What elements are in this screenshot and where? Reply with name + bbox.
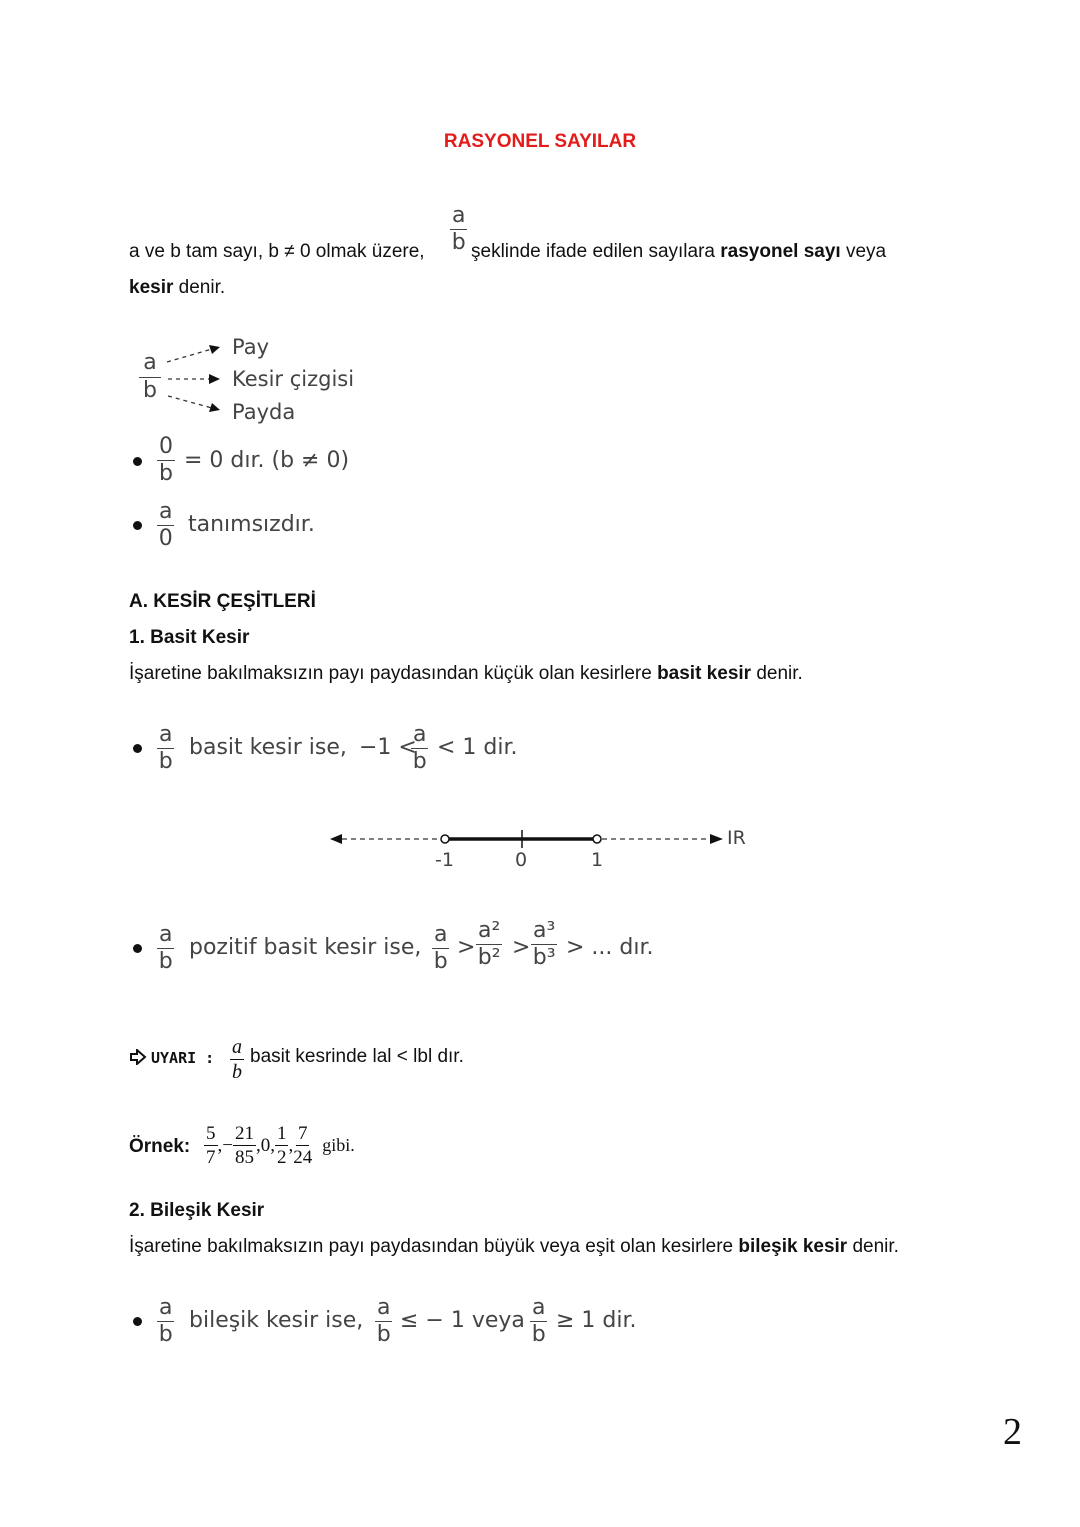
arrow-pay bbox=[167, 349, 212, 362]
frac-num: a bbox=[159, 922, 173, 947]
frac-num: a bbox=[532, 1295, 546, 1320]
frac-den: 0 bbox=[158, 526, 173, 551]
frac-den: b bbox=[232, 1061, 242, 1083]
frac-num: 7 bbox=[297, 1123, 308, 1144]
frac-num: a bbox=[434, 922, 448, 947]
intro-line-2 bbox=[129, 277, 225, 299]
intro-fraction bbox=[450, 205, 467, 254]
definition-bold: bileşik kesir bbox=[738, 1236, 848, 1257]
bilesik-text-3: ≥ 1 dir. bbox=[556, 1308, 637, 1333]
frac-den: b bbox=[158, 749, 173, 774]
frac-num: a bbox=[413, 722, 427, 747]
basit-kesir-definition bbox=[129, 663, 803, 685]
bilesik-fraction bbox=[157, 1297, 174, 1346]
frac-num: 1 bbox=[276, 1123, 287, 1144]
frac-num: a³ bbox=[533, 918, 556, 943]
bullet bbox=[133, 944, 142, 953]
tick-label-zero: 0 bbox=[515, 849, 528, 871]
bilesik-kesir-definition bbox=[129, 1236, 899, 1258]
separator: , bbox=[288, 1134, 294, 1156]
tick-label-minus-one: -1 bbox=[435, 849, 454, 871]
intro-text-2a: şeklinde ifade edilen sayılara bbox=[471, 241, 715, 262]
definition-end: denir. bbox=[756, 663, 803, 684]
frac-den: b bbox=[159, 461, 173, 486]
diagram-label-payda: Payda bbox=[232, 400, 296, 424]
diagram-label-kesir-cizgisi: Kesir çizgisi bbox=[232, 367, 355, 391]
intro-bold-kesir: kesir bbox=[129, 277, 174, 298]
basit-fraction-2 bbox=[411, 724, 428, 773]
diagram-label-pay: Pay bbox=[232, 335, 270, 359]
uyari-fraction bbox=[230, 1037, 244, 1082]
bullet-undefined-fraction bbox=[157, 501, 174, 550]
definition-text: İşaretine bakılmaksızın payı paydasından büyük veya eşit olan kesirlere bbox=[129, 1236, 734, 1257]
frac-num: a bbox=[159, 1295, 173, 1320]
arrow-payda bbox=[168, 396, 212, 408]
number-line bbox=[325, 825, 755, 875]
bullet bbox=[133, 521, 142, 530]
arrow-right-icon bbox=[129, 1049, 147, 1065]
left-arrow-head bbox=[330, 834, 342, 844]
page-title: RASYONEL SAYILAR bbox=[443, 131, 637, 152]
frac-num: a² bbox=[478, 918, 501, 943]
frac-den: b bbox=[376, 1322, 391, 1347]
separator: ,− bbox=[217, 1134, 233, 1156]
diagram-arrows bbox=[160, 340, 230, 420]
pozitif-fraction bbox=[157, 924, 174, 973]
intro-text-4: denir. bbox=[178, 277, 226, 298]
frac-den: 2 bbox=[276, 1147, 287, 1168]
bullet bbox=[133, 1317, 142, 1326]
frac-den: b bbox=[412, 749, 427, 774]
frac-den: b bbox=[158, 949, 173, 974]
subheading-bilesik-kesir: 2. Bileşik Kesir bbox=[129, 1200, 265, 1221]
bullet bbox=[133, 457, 142, 466]
basit-fraction bbox=[157, 724, 174, 773]
intro-fraction-num: a bbox=[452, 203, 466, 228]
frac-den: b bbox=[158, 1322, 173, 1347]
frac-num: 21 bbox=[234, 1123, 254, 1144]
pozitif-frac-1 bbox=[432, 924, 449, 973]
frac-den: b³ bbox=[532, 945, 556, 970]
ornek-label: Örnek: bbox=[129, 1136, 191, 1157]
open-point-minus-one bbox=[441, 835, 449, 843]
intro-text-1: a ve b tam sayı, b ≠ 0 olmak üzere, bbox=[129, 241, 425, 262]
frac-den: b bbox=[531, 1322, 546, 1347]
basit-text-3: < 1 dir. bbox=[437, 735, 518, 760]
pozitif-frac-3 bbox=[531, 920, 557, 969]
open-point-one bbox=[593, 835, 601, 843]
intro-bold-rasyonel: rasyonel sayı bbox=[720, 241, 841, 262]
intro-text-2 bbox=[471, 241, 886, 263]
bilesik-fraction-3 bbox=[530, 1297, 547, 1346]
frac-den: b² bbox=[477, 945, 501, 970]
frac-num: a bbox=[159, 722, 173, 747]
frac-num: 5 bbox=[206, 1123, 216, 1144]
right-arrow-head bbox=[710, 834, 723, 844]
arrow-cizgi-head bbox=[209, 374, 220, 384]
basit-text-1: basit kesir ise, bbox=[189, 735, 347, 760]
bilesik-text-2: ≤ − 1 veya bbox=[400, 1308, 525, 1333]
bullet-zero-text: = 0 dır. (b ≠ 0) bbox=[184, 448, 350, 473]
pozitif-text-1: pozitif basit kesir ise, bbox=[189, 935, 422, 960]
frac-den: 24 bbox=[293, 1147, 313, 1168]
uyari-text: basit kesrinde lal < lbl dır. bbox=[250, 1046, 464, 1067]
separator: ,0, bbox=[255, 1134, 275, 1156]
uyari-label: UYARI : bbox=[151, 1049, 215, 1067]
frac-den: 85 bbox=[234, 1147, 254, 1168]
definition-end: denir. bbox=[852, 1236, 899, 1257]
subheading-basit-kesir: 1. Basit Kesir bbox=[129, 627, 250, 648]
intro-text-3: veya bbox=[845, 241, 887, 262]
bilesik-text-1: bileşik kesir ise, bbox=[189, 1308, 364, 1333]
pozitif-tail: > ... dır. bbox=[566, 935, 654, 960]
section-heading: A. KESİR ÇEŞİTLERİ bbox=[129, 591, 316, 612]
frac-num: a bbox=[377, 1295, 391, 1320]
bilesik-fraction-2 bbox=[375, 1297, 392, 1346]
definition-text: İşaretine bakılmaksızın payı paydasından küçük olan kesirlere bbox=[129, 663, 652, 684]
diagram-num: a bbox=[139, 352, 160, 378]
frac-num: a bbox=[159, 499, 173, 524]
arrow-payda-head bbox=[209, 403, 220, 412]
tick-label-one: 1 bbox=[591, 849, 604, 871]
basit-text-2: −1 < bbox=[359, 735, 417, 760]
gt-sign-2: > bbox=[512, 935, 531, 960]
definition-bold: basit kesir bbox=[657, 663, 752, 684]
bullet-zero-fraction bbox=[157, 436, 175, 485]
ornek-expression bbox=[204, 1124, 355, 1167]
frac-den: 7 bbox=[206, 1147, 216, 1168]
gt-sign-1: > bbox=[457, 935, 476, 960]
intro-fraction-den: b bbox=[451, 230, 466, 255]
frac-num: a bbox=[232, 1036, 242, 1058]
ornek-tail: gibi. bbox=[322, 1135, 355, 1155]
arrow-pay-head bbox=[209, 345, 220, 354]
pozitif-frac-2 bbox=[476, 920, 502, 969]
page-number: 2 bbox=[1003, 1411, 1022, 1453]
bullet bbox=[133, 744, 142, 753]
number-line-end-label: IR bbox=[727, 827, 746, 849]
frac-den: b bbox=[433, 949, 448, 974]
bullet-undefined-text: tanımsızdır. bbox=[188, 512, 315, 537]
frac-num: 0 bbox=[159, 434, 173, 459]
diagram-den: b bbox=[143, 378, 157, 403]
